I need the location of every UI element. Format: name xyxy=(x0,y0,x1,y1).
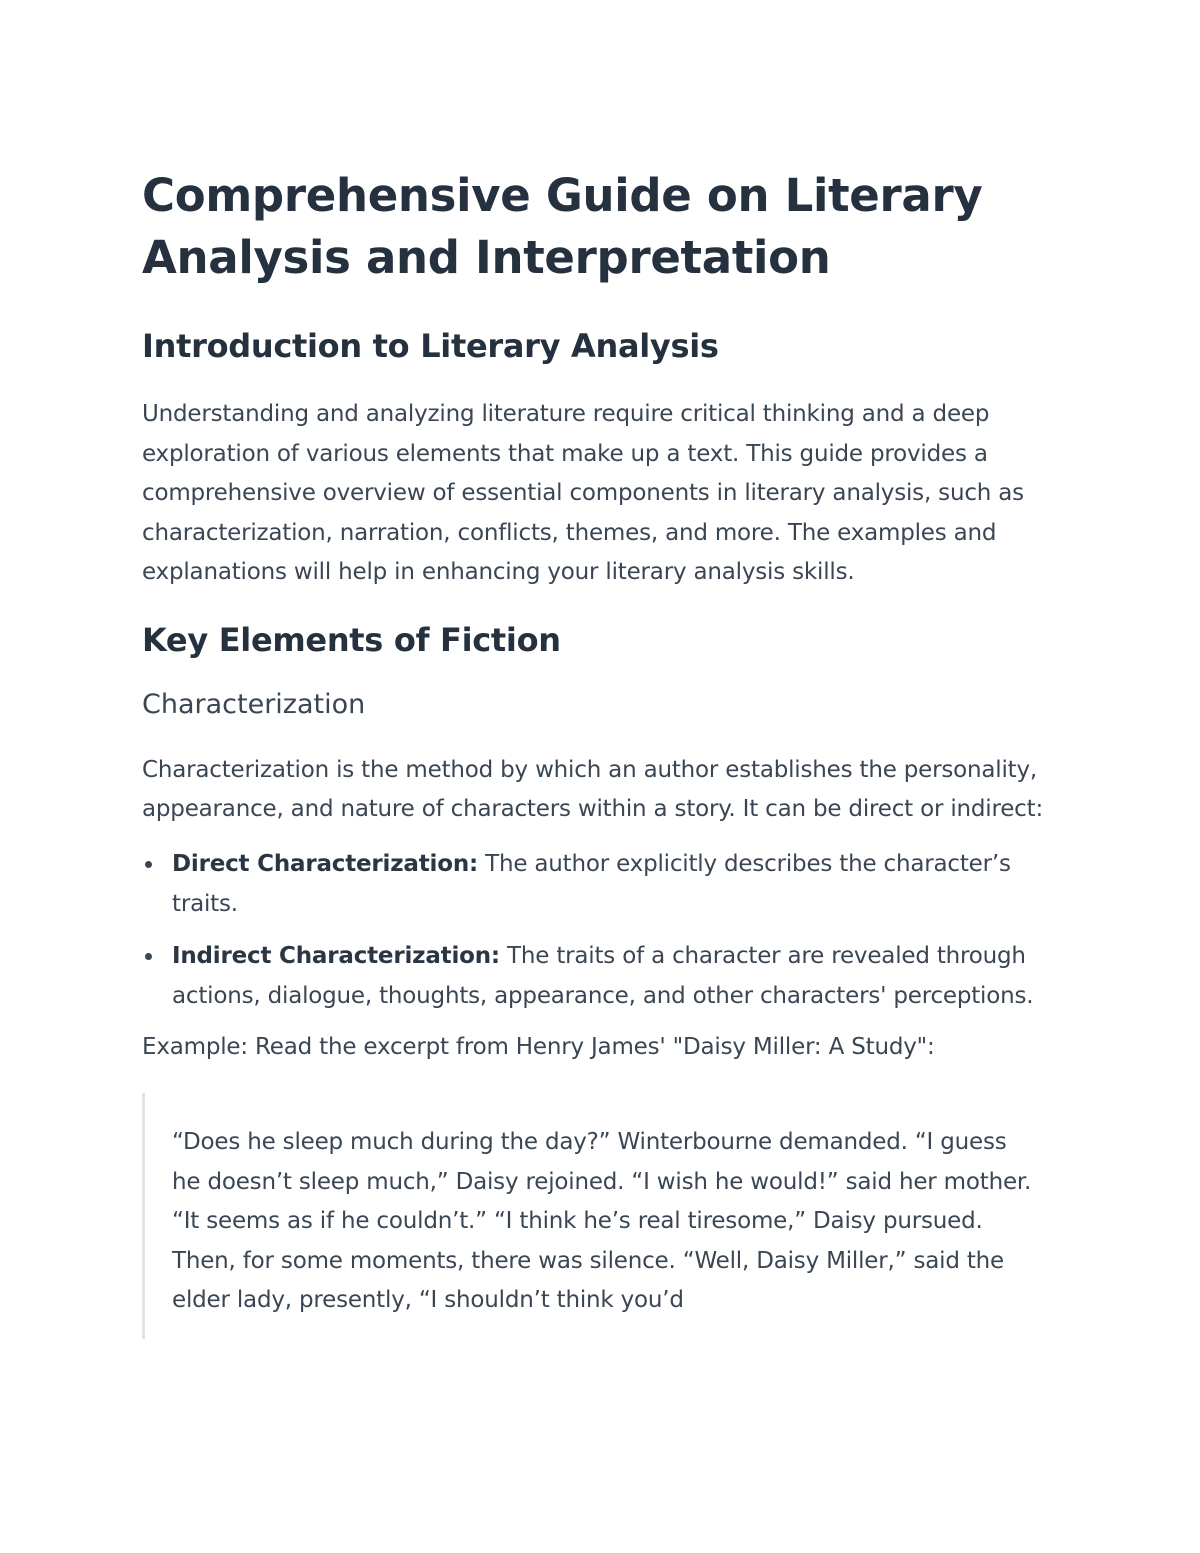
list-item-text: The author explicitly describes the character’s traits. xyxy=(172,850,1011,917)
document-page xyxy=(142,165,1072,1355)
list-item-text: The traits of a character are revealed through actions, dialogue, thoughts, appearance, and other characters' perceptions. xyxy=(172,942,1034,1009)
introduction-paragraph: Understanding and analyzing literature require critical thinking and a deep exploration of various elements that make up a text. This guide provides a comprehensive overview of essential components in literary analysis, such as characterization, narration, conflicts, themes, and more. The examples and explanations will help in enhancing your literary analysis skills. xyxy=(142,401,1024,585)
list-item-term: Direct Characterization: xyxy=(172,850,479,877)
excerpt-blockquote xyxy=(142,1093,1032,1339)
characterization-paragraph: Characterization is the method by which an author establishes the personality, appearance, and nature of characters within a story. It can be direct or indirect: xyxy=(142,756,1043,822)
example-intro: Example: Read the excerpt from Henry James' "Daisy Miller: A Study": xyxy=(142,1033,935,1060)
subsection-heading-characterization: Characterization xyxy=(142,688,366,720)
excerpt-text: “Does he sleep much during the day?” Winterbourne demanded. “I guess he doesn’t sleep much,” Daisy rejoined. “I wish he would!” said her mother. “It seems as if he couldn’t.” “I think he’s real tiresome,” Daisy pursued. Then, for some moments, there was silence. “Well, Daisy Miller,” said the elder lady, presently, “I shouldn’t think you’d xyxy=(172,1129,1032,1313)
section-heading-key-elements: Key Elements of Fiction xyxy=(142,620,561,659)
document-title: Comprehensive Guide on Literary Analysis and Interpretation xyxy=(142,169,983,284)
bullet-icon xyxy=(145,953,152,960)
list-item-indirect-characterization xyxy=(142,936,1072,1016)
list-item-term: Indirect Characterization: xyxy=(172,942,500,969)
bullet-icon xyxy=(145,861,152,868)
characterization-types-list xyxy=(142,844,1072,1016)
section-heading-introduction: Introduction to Literary Analysis xyxy=(142,327,719,365)
list-item-direct-characterization xyxy=(142,844,1072,924)
